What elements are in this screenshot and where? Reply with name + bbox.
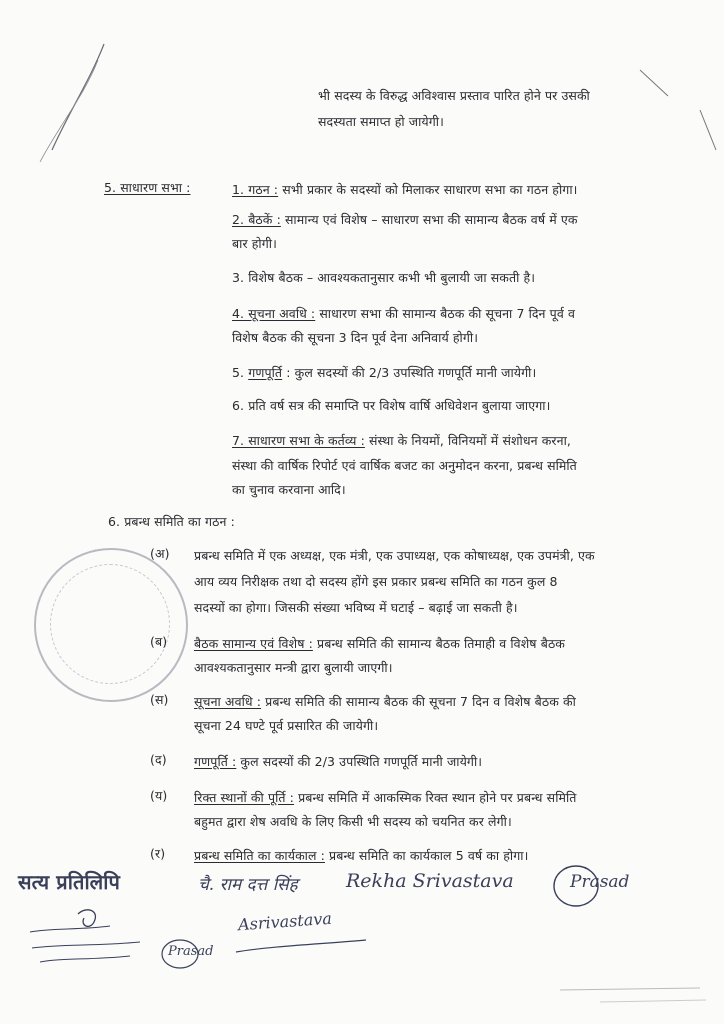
s6-a-line-2: आय व्यय निरीक्षक तथा दो सदस्य होंगे इस प्रकार प्रबन्ध समिति का गठन कुल 8 [194,574,558,589]
s6-r-marker: (र) [150,846,166,861]
s6-s-marker: (स) [150,692,169,707]
s5-item-7-text: संस्था के नियमों, विनियमों में संशोधन करना, [368,433,571,448]
signature-2: Rekha Srivastava [346,870,514,892]
s6-b-label: बैठक सामान्य एवं विशेष : [194,636,313,651]
signature-3: Prasad [570,872,630,892]
s5-item-2-label: 2. बैठकें : [232,212,281,227]
s5-item-5-text: : कुल सदस्यों की 2/3 उपस्थिति गणपूर्ति मानी जायेगी। [286,365,537,380]
signature-5-underline [232,936,372,966]
s6-d [194,754,482,770]
s5-item-4-text: साधारण सभा की सामान्य बैठक की सूचना 7 दिन पूर्व व [319,306,576,321]
signature-5: Asrivastava [237,908,333,935]
s5-item-1-label: 1. गठन : [232,182,279,197]
s5-item-4 [232,306,575,322]
seal-inner-ring [50,564,170,684]
section-5-heading: 5. साधारण सभा : [104,180,191,195]
s5-item-5 [232,365,536,381]
page-edge-marks [0,964,724,1024]
s6-y-cont: बहुमत द्वारा शेष अवधि के लिए किसी भी सदस्य को चयनित कर लेगी। [194,814,512,829]
section-6-heading: 6. प्रबन्ध समिति का गठन : [108,514,235,529]
s6-d-label: गणपूर्ति : [194,754,237,769]
certified-copy-stamp: सत्य प्रतिलिपि [18,870,120,894]
s6-r-label: प्रबन्ध समिति का कार्यकाल : [194,848,325,863]
s6-s-label: सूचना अवधि : [194,694,262,709]
intro-line-1: भी सदस्य के विरुद्ध अविश्वास प्रस्ताव पारित होने पर उसकी [318,88,590,103]
s5-item-6: 6. प्रति वर्ष सत्र की समाप्ति पर विशेष वार्षि अधिवेशन बुलाया जाएगा। [232,398,551,413]
organisation-seal [34,548,188,702]
s6-a-marker: (अ) [150,546,170,561]
s5-item-5-label: गणपूर्ति [248,365,283,380]
s6-s [194,694,576,710]
s6-y-label: रिक्त स्थानों की पूर्ति : [194,790,294,805]
s6-y-marker: (य) [150,788,168,803]
s5-item-2-cont: बार होगी। [232,236,277,251]
s6-a-line-1: प्रबन्ध समिति में एक अध्यक्ष, एक मंत्री, एक उपाध्यक्ष, एक कोषाध्यक्ष, एक उपमंत्री, एक [194,548,595,563]
s5-item-7-cont-2: का चुनाव करवाना आदि। [232,482,346,497]
s6-y [194,790,577,806]
s6-s-text: प्रबन्ध समिति की सामान्य बैठक की सूचना 7 दिन व विशेष बैठक की [265,694,576,709]
s6-b [194,636,565,652]
s5-item-4-label: 4. सूचना अवधि : [232,306,316,321]
intro-line-2: सदस्यता समाप्त हो जायेगी। [318,114,444,129]
signature-4: Prasad [168,944,214,959]
s5-item-1-text: सभी प्रकार के सदस्यों को मिलाकर साधारण सभा का गठन होगा। [282,182,578,197]
signature-3-loop [550,862,630,912]
s5-item-5-pre: 5. [232,365,249,380]
s6-d-marker: (द) [150,752,167,767]
s5-item-3: 3. विशेष बैठक – आवश्यकतानुसार कभी भी बुलायी जा सकती है। [232,270,536,285]
s5-item-4-cont: विशेष बैठक की सूचना 3 दिन पूर्व देना अनिवार्य होगी। [232,330,479,345]
signature-1: चै. राम दत्त सिंह [198,875,298,895]
s5-item-1 [232,182,578,198]
s6-r-text: प्रबन्ध समिति का कार्यकाल 5 वर्ष का होगा। [329,848,529,863]
s6-y-text: प्रबन्ध समिति में आकस्मिक रिक्त स्थान होने पर प्रबन्ध समिति [298,790,577,805]
s5-item-7 [232,433,571,449]
s5-item-2 [232,212,578,228]
s6-b-text: प्रबन्ध समिति की सामान्य बैठक तिमाही व विशेष बैठक [317,636,566,651]
s6-b-cont: आवश्यकतानुसार मन्त्री द्वारा बुलायी जाएगी। [194,660,393,675]
s6-s-cont: सूचना 24 घण्टे पूर्व प्रसारित की जायेगी। [194,718,379,733]
s5-item-2-text: सामान्य एवं विशेष – साधारण सभा की सामान्य बैठक वर्ष में एक [284,212,578,227]
s6-b-marker: (ब) [150,634,168,649]
s6-a-line-3: सदस्यों का होगा। जिसकी संख्या भविष्य में घटाई – बढ़ाई जा सकती है। [194,600,518,615]
s5-item-7-label: 7. साधारण सभा के कर्तव्य : [232,433,365,448]
s6-d-text: कुल सदस्यों की 2/3 उपस्थिति गणपूर्ति मानी जायेगी। [240,754,483,769]
s6-r [194,848,528,864]
s5-item-7-cont-1: संस्था की वार्षिक रिपोर्ट एवं वार्षिक बजट का अनुमोदन करना, प्रबन्ध समिति [232,458,577,473]
